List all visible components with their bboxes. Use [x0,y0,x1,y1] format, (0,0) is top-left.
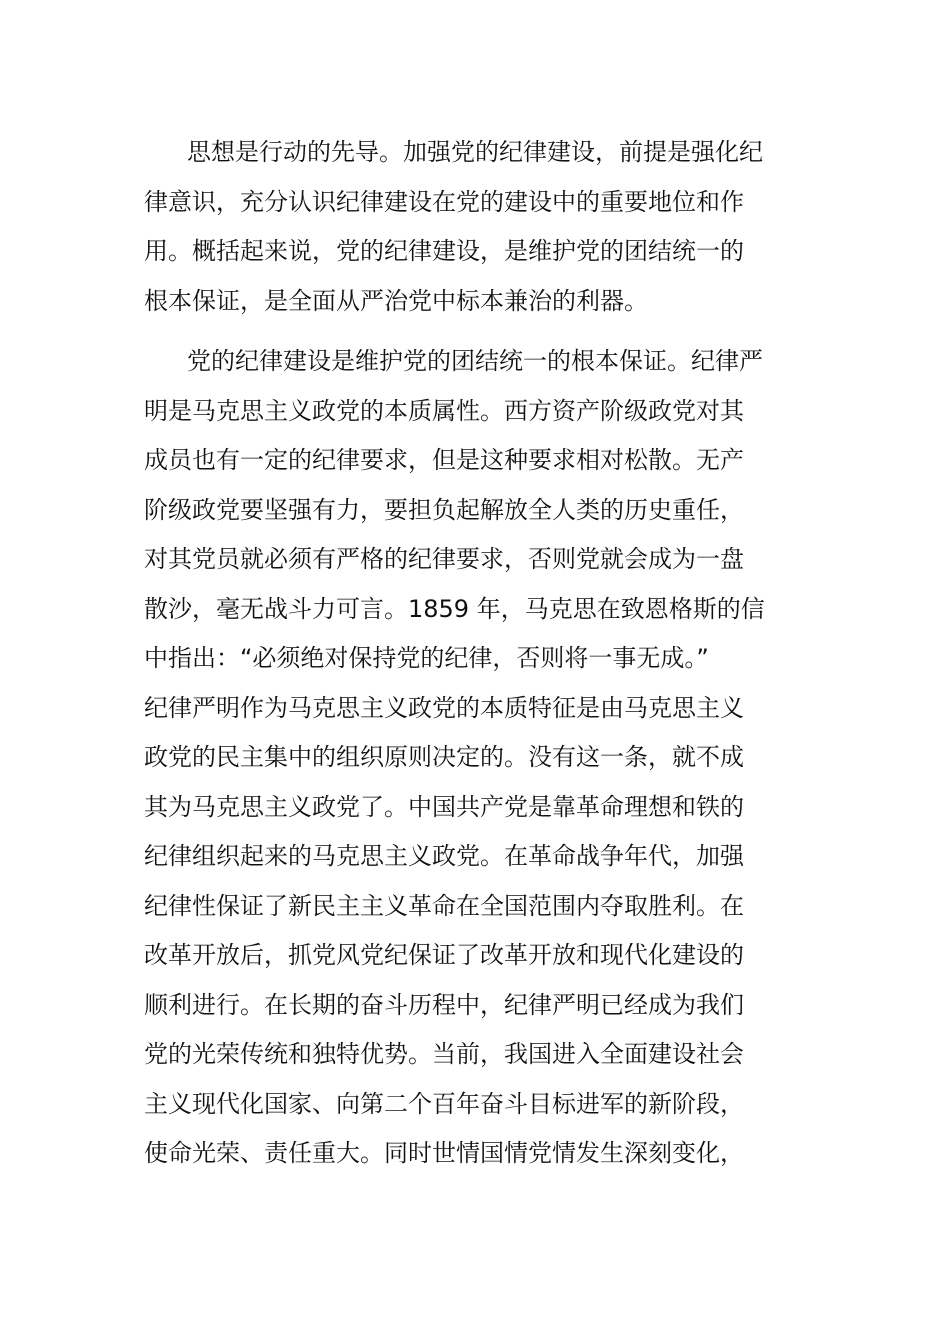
text-line: 阶级政党要坚强有力，要担负起解放全人类的历史重任， [144,495,744,524]
text-line: 明是马克思主义政党的本质属性。西方资产阶级政党对其 [144,396,744,425]
paragraph-1 [144,128,806,326]
text-line: 主义现代化国家、向第二个百年奋斗目标进军的新阶段， [144,1089,744,1118]
text-line: 成员也有一定的纪律要求，但是这种要求相对松散。无产 [144,446,744,474]
document-body [144,128,806,1179]
text-line: 思想是行动的先导。加强党的纪律建设，前提是强化纪 [187,138,763,166]
text-line: 纪律组织起来的马克思主义政党。在革命战争年代，加强 [144,842,744,870]
text-line: 纪律严明作为马克思主义政党的本质特征是由马克思主义 [144,693,744,722]
text-line: 对其党员就必须有严格的纪律要求，否则党就会成为一盘 [144,545,744,573]
text-line: 用。概括起来说，党的纪律建设，是维护党的团结统一的 [144,237,744,265]
paragraph-2 [144,337,806,1179]
text-line: 中指出：“必须绝对保持党的纪律，否则将一事无成。” [144,644,709,672]
text-line: 顺利进行。在长期的奋斗历程中，纪律严明已经成为我们 [144,990,744,1019]
text-line: 使命光荣、责任重大。同时世情国情党情发生深刻变化， [144,1139,744,1167]
text-line: 党的光荣传统和独特优势。当前，我国进入全面建设社会 [144,1040,744,1068]
text-line: 纪律性保证了新民主主义革命在全国范围内夺取胜利。在 [144,891,744,920]
text-line: 党的纪律建设是维护党的团结统一的根本保证。纪律严 [187,347,763,375]
text-line: 律意识，充分认识纪律建设在党的建设中的重要地位和作 [144,187,744,216]
text-line: 改革开放后，抓党风党纪保证了改革开放和现代化建设的 [144,941,744,969]
text-line: 散沙，毫无战斗力可言。1859 年，马克思在致恩格斯的信 [144,594,765,623]
text-line: 政党的民主集中的组织原则决定的。没有这一条，就不成 [144,743,744,771]
text-line: 其为马克思主义政党了。中国共产党是靠革命理想和铁的 [144,792,744,821]
text-line: 根本保证，是全面从严治党中标本兼治的利器。 [144,286,648,315]
